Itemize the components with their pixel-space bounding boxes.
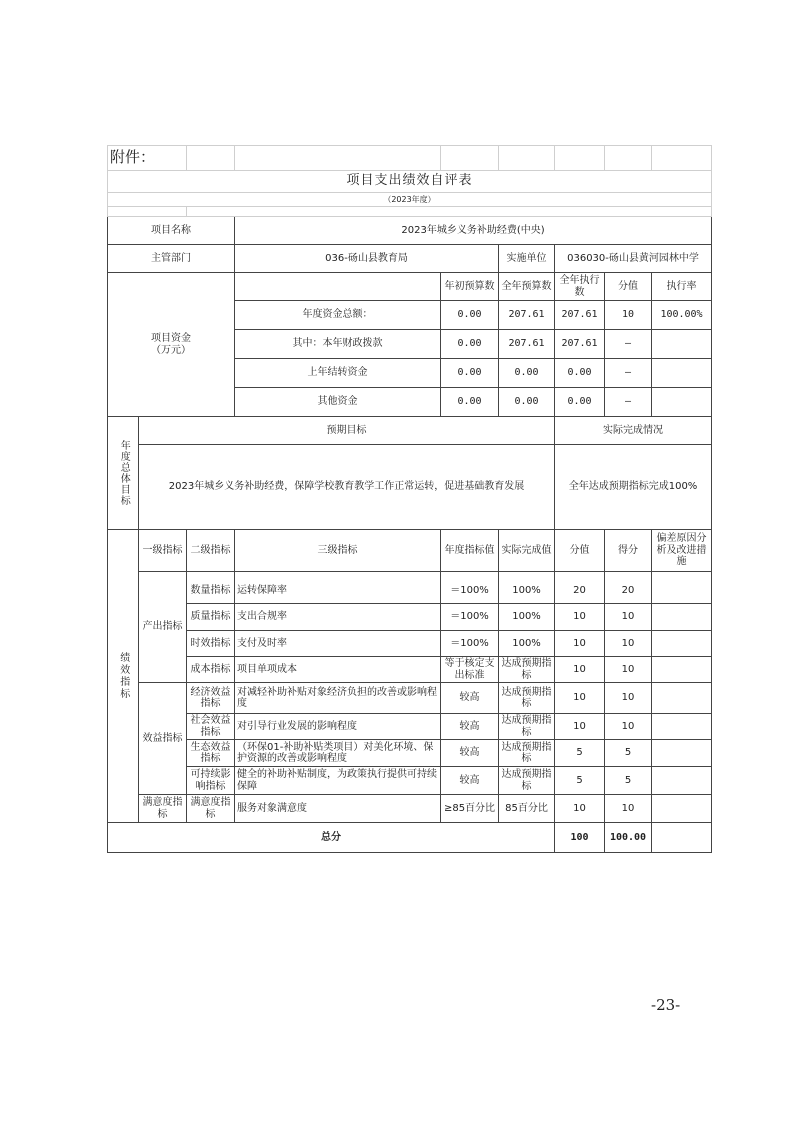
table-row [108, 683, 712, 714]
level2-cell: 数量指标 [187, 579, 235, 604]
score-cell: 10 [605, 604, 652, 631]
level2-cell: 质量指标 [187, 604, 235, 631]
funds-header-annual: 全年预算数 [499, 273, 555, 301]
funds-row-exec: 207.61 [555, 301, 605, 330]
page-number: -23- [651, 996, 681, 1014]
score-value-header: 分值 [555, 530, 605, 572]
performance-section-label: 绩效指标 [108, 530, 139, 823]
level3-header: 三级指标 [235, 530, 441, 572]
funds-row-init: 0.00 [441, 359, 499, 388]
dept-label: 主管部门 [108, 245, 235, 273]
funds-row-score-value: – [605, 330, 652, 359]
total-score: 100.00 [605, 823, 652, 853]
level3-cell: 支出合规率 [235, 604, 441, 631]
table-row [108, 631, 712, 657]
score-cell: 5 [605, 740, 652, 767]
project-name-label: 项目名称 [108, 217, 235, 245]
level2-cell: 满意度指标 [187, 795, 235, 823]
level2-cell: 时效指标 [187, 631, 235, 657]
score-header: 得分 [605, 530, 652, 572]
actual-cell: 达成预期指标 [499, 767, 555, 795]
actual-result-text: 全年达成预期指标完成100% [555, 445, 712, 530]
total-label: 总分 [108, 823, 555, 853]
score-cell: 10 [605, 631, 652, 657]
actual-cell: 达成预期指标 [499, 714, 555, 740]
table-row [108, 657, 712, 683]
level3-cell: 项目单项成本 [235, 657, 441, 683]
table-year: （2023年度） [108, 193, 712, 207]
level2-cell: 经济效益指标 [187, 683, 235, 714]
unit-value: 036030-砀山县黄河园林中学 [555, 245, 712, 273]
funds-row-score-value: – [605, 388, 652, 417]
actual-cell: 达成预期指标 [499, 740, 555, 767]
funds-row-annual: 0.00 [499, 359, 555, 388]
level2-header: 二级指标 [187, 530, 235, 572]
funds-row-init: 0.00 [441, 301, 499, 330]
table-row [108, 604, 712, 631]
score-value-cell: 5 [555, 767, 605, 795]
score-cell: 5 [605, 767, 652, 795]
target-cell: ＝100% [441, 631, 499, 657]
level3-cell: 服务对象满意度 [235, 795, 441, 823]
satisfaction-group-label: 满意度指标 [139, 795, 187, 823]
score-value-cell: 10 [555, 631, 605, 657]
attachment-label: 附件： [108, 146, 187, 171]
target-cell: ＝100% [441, 579, 499, 604]
level2-cell: 社会效益指标 [187, 714, 235, 740]
level3-cell: 对减轻补助补贴对象经济负担的改善或影响程度 [235, 683, 441, 714]
target-cell: ≥85百分比 [441, 795, 499, 823]
actual-cell: 100% [499, 579, 555, 604]
funds-row-exec: 0.00 [555, 359, 605, 388]
funds-row-annual: 0.00 [499, 388, 555, 417]
score-value-cell: 10 [555, 657, 605, 683]
actual-cell: 100% [499, 604, 555, 631]
score-cell: 10 [605, 795, 652, 823]
output-group-label: 产出指标 [139, 572, 187, 683]
score-cell: 10 [605, 683, 652, 714]
actual-cell: 达成预期指标 [499, 683, 555, 714]
score-cell: 10 [605, 657, 652, 683]
level2-cell: 可持续影响指标 [187, 767, 235, 795]
actual-cell: 达成预期指标 [499, 657, 555, 683]
self-evaluation-sheet [107, 145, 711, 853]
target-cell: ＝100% [441, 604, 499, 631]
table-title: 项目支出绩效自评表 [108, 171, 712, 193]
expected-goal-header: 预期目标 [139, 417, 555, 445]
goals-section-label: 年度总体目标 [108, 417, 139, 530]
dept-value: 036-砀山县教育局 [235, 245, 499, 273]
funds-row-score-value: – [605, 359, 652, 388]
funds-header-rate: 执行率 [652, 273, 712, 301]
target-cell: 较高 [441, 767, 499, 795]
level3-cell: 健全的补助补贴制度，为政策执行提供可持续保障 [235, 767, 441, 795]
target-header: 年度指标值 [441, 530, 499, 572]
funds-row-score-value: 10 [605, 301, 652, 330]
funds-label-line1: 项目资金 [151, 333, 191, 344]
score-value-cell: 10 [555, 604, 605, 631]
table-row [108, 767, 712, 795]
table-row [108, 579, 712, 604]
level2-cell: 生态效益指标 [187, 740, 235, 767]
effect-group-label: 效益指标 [139, 683, 187, 795]
target-cell: 较高 [441, 683, 499, 714]
funds-row-name: 其中：本年财政拨款 [235, 330, 441, 359]
level3-cell: 支付及时率 [235, 631, 441, 657]
level2-cell: 成本指标 [187, 657, 235, 683]
unit-label: 实施单位 [499, 245, 555, 273]
target-cell: 较高 [441, 714, 499, 740]
table-row [108, 740, 712, 767]
funds-header-exec: 全年执行数 [555, 273, 605, 301]
funds-header-score-value: 分值 [605, 273, 652, 301]
target-cell: 等于核定支出标准 [441, 657, 499, 683]
funds-row-init: 0.00 [441, 388, 499, 417]
funds-row-name: 其他资金 [235, 388, 441, 417]
evaluation-table [107, 145, 712, 853]
target-cell: 较高 [441, 740, 499, 767]
score-value-cell: 20 [555, 579, 605, 604]
funds-header-init: 年初预算数 [441, 273, 499, 301]
funds-row-annual: 207.61 [499, 330, 555, 359]
deviation-header: 偏差原因分析及改进措施 [652, 530, 712, 572]
funds-label [108, 273, 235, 417]
level3-cell: 运转保障率 [235, 579, 441, 604]
actual-header: 实际完成值 [499, 530, 555, 572]
score-cell: 10 [605, 714, 652, 740]
project-name-value: 2023年城乡义务补助经费(中央) [235, 217, 712, 245]
level3-cell: 对引导行业发展的影响程度 [235, 714, 441, 740]
funds-row-exec: 207.61 [555, 330, 605, 359]
funds-row-exec: 0.00 [555, 388, 605, 417]
actual-result-header: 实际完成情况 [555, 417, 712, 445]
score-value-cell: 5 [555, 740, 605, 767]
score-cell: 20 [605, 579, 652, 604]
actual-cell: 85百分比 [499, 795, 555, 823]
level1-header: 一级指标 [139, 530, 187, 572]
total-score-value: 100 [555, 823, 605, 853]
level3-cell: （环保01-补助补贴类项目）对美化环境、保护资源的改善或影响程度 [235, 740, 441, 767]
score-value-cell: 10 [555, 714, 605, 740]
score-value-cell: 10 [555, 683, 605, 714]
score-value-cell: 10 [555, 795, 605, 823]
funds-label-line2: （万元） [151, 344, 191, 356]
funds-row-init: 0.00 [441, 330, 499, 359]
funds-row-name: 年度资金总额： [235, 301, 441, 330]
expected-goal-text: 2023年城乡义务补助经费，保障学校教育教学工作正常运转，促进基础教育发展 [139, 445, 555, 530]
actual-cell: 100% [499, 631, 555, 657]
funds-row-rate: 100.00% [652, 301, 712, 330]
table-row [108, 714, 712, 740]
funds-row-name: 上年结转资金 [235, 359, 441, 388]
table-row [108, 795, 712, 823]
funds-row-annual: 207.61 [499, 301, 555, 330]
